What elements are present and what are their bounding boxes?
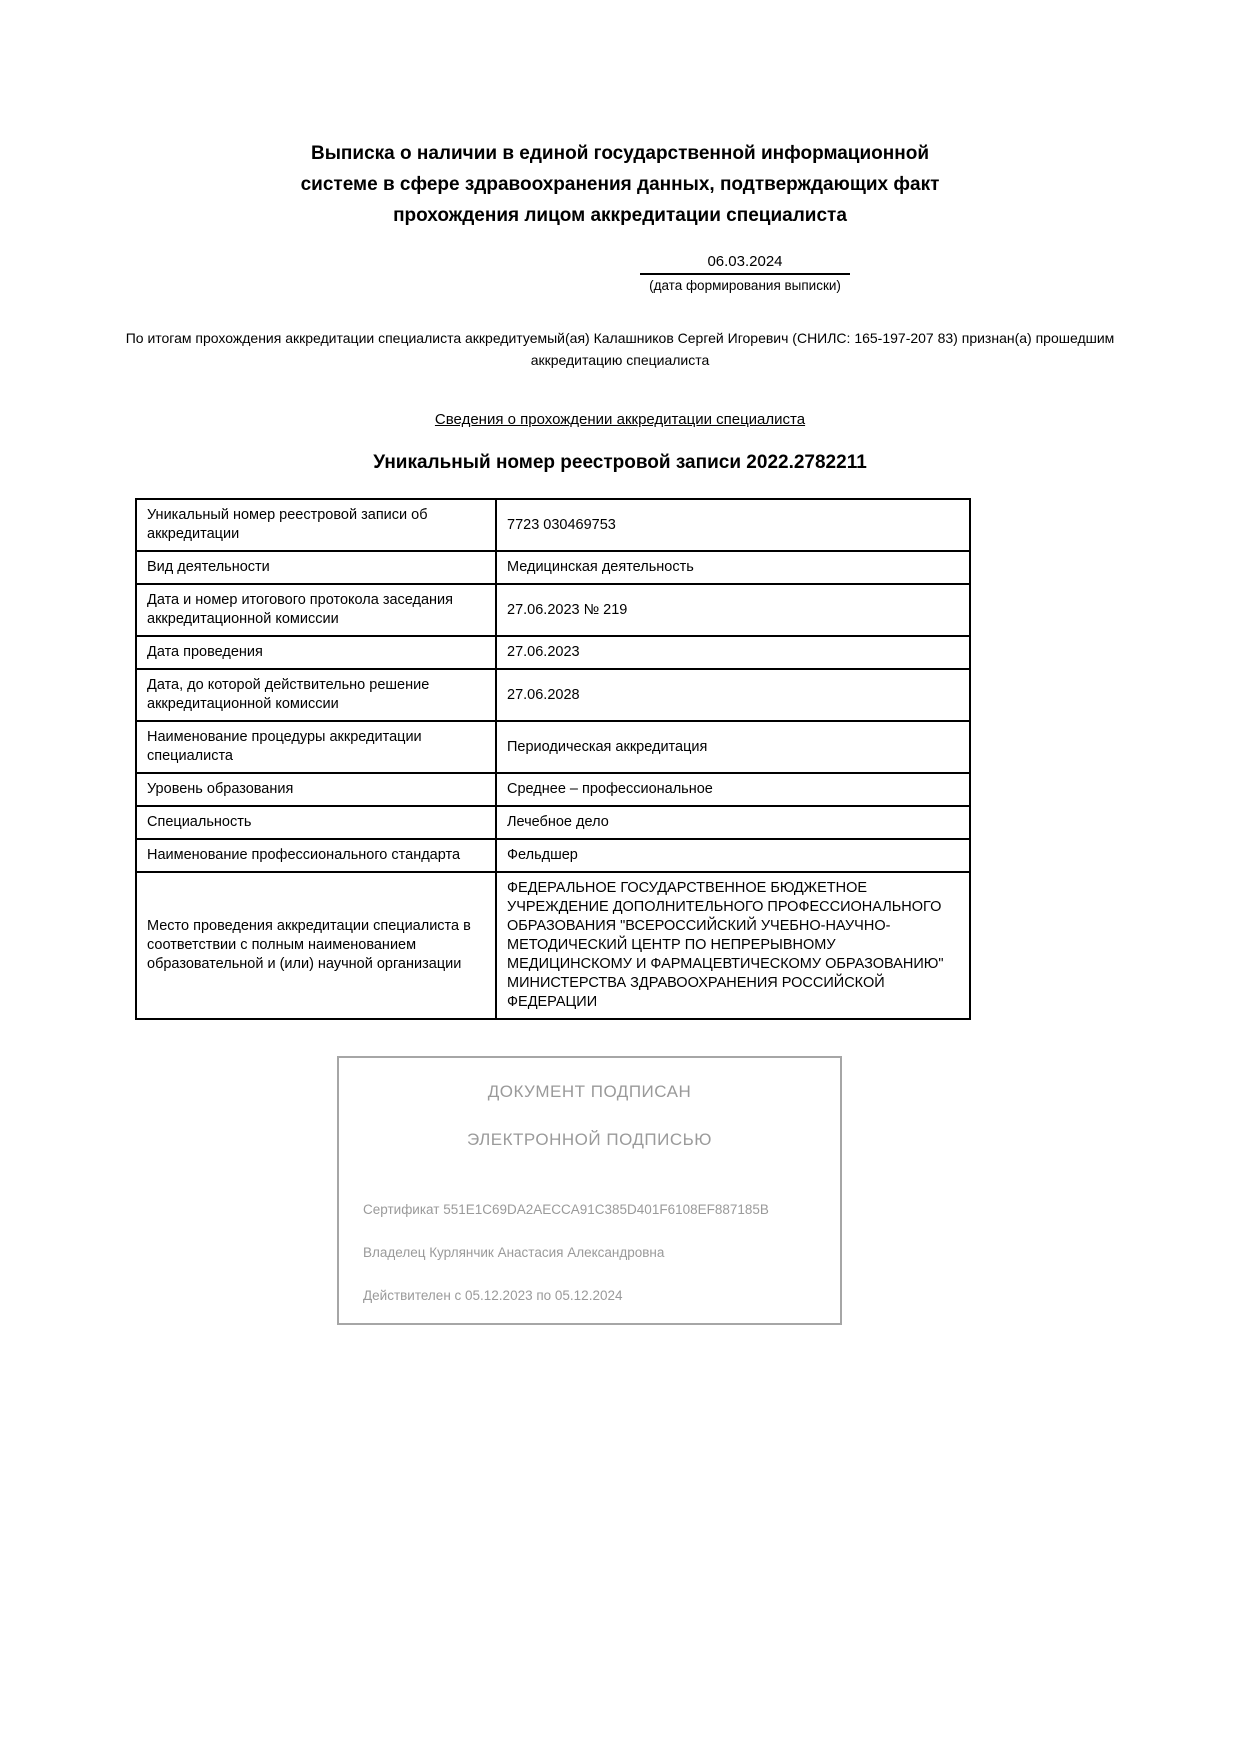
- row-value: Среднее – профессиональное: [496, 773, 970, 806]
- table-row: [136, 499, 970, 551]
- table-row: [136, 773, 970, 806]
- row-label: Дата и номер итогового протокола заседания аккредитационной комиссии: [136, 584, 496, 636]
- row-value: Фельдшер: [496, 839, 970, 872]
- row-value: 27.06.2023: [496, 636, 970, 669]
- accreditation-table: [135, 498, 971, 1020]
- certificate-line: Сертификат 551E1C69DA2AECCA91C385D401F6108EF887185B: [363, 1202, 769, 1217]
- table-row: [136, 636, 970, 669]
- row-value: 27.06.2028: [496, 669, 970, 721]
- row-value: 27.06.2023 № 219: [496, 584, 970, 636]
- table-row: [136, 669, 970, 721]
- row-label: Наименование профессионального стандарта: [136, 839, 496, 872]
- table-row: [136, 806, 970, 839]
- registry-number-heading: Уникальный номер реестровой записи 2022.2782211: [373, 452, 867, 473]
- signature-title-line-2: ЭЛЕКТРОННОЙ ПОДПИСЬЮ: [467, 1130, 712, 1149]
- row-label: Вид деятельности: [136, 551, 496, 584]
- table-row: [136, 839, 970, 872]
- row-value: 7723 030469753: [496, 499, 970, 551]
- issue-date-caption: (дата формирования выписки): [649, 278, 841, 293]
- document-title-line-3: прохождения лицом аккредитации специалиста: [393, 205, 847, 226]
- row-value: ФЕДЕРАЛЬНОЕ ГОСУДАРСТВЕННОЕ БЮДЖЕТНОЕ УЧРЕЖДЕНИЕ ДОПОЛНИТЕЛЬНОГО ПРОФЕССИОНАЛЬНОГО ОБРАЗОВАНИЯ "ВСЕРОССИЙСКИЙ УЧЕБНО-НАУЧНО-МЕТОДИЧЕСКИЙ ЦЕНТР ПО НЕПРЕРЫВНОМУ МЕДИЦИНСКОМУ И ФАРМАЦЕВТИЧЕСКОМУ ОБРАЗОВАНИЮ" МИНИСТЕРСТВА ЗДРАВООХРАНЕНИЯ РОССИЙСКОЙ ФЕДЕРАЦИИ: [496, 872, 970, 1019]
- signature-title-line-1: ДОКУМЕНТ ПОДПИСАН: [487, 1082, 692, 1101]
- row-label: Дата проведения: [136, 636, 496, 669]
- table-row: [136, 721, 970, 773]
- signature-box: [337, 1056, 842, 1325]
- row-value: Лечебное дело: [496, 806, 970, 839]
- row-value: Периодическая аккредитация: [496, 721, 970, 773]
- table-row: [136, 872, 970, 1019]
- issue-date: 06.03.2024: [640, 253, 850, 275]
- row-label: Уникальный номер реестровой записи об аккредитации: [136, 499, 496, 551]
- intro-paragraph: По итогам прохождения аккредитации специалиста аккредитуемый(ая) Калашников Сергей Игоревич (СНИЛС: 165-197-207 83) признан(а) прошедшим аккредитацию специалиста: [125, 330, 1115, 368]
- validity-line: Действителен с 05.12.2023 по 05.12.2024: [363, 1288, 623, 1303]
- table-row: [136, 551, 970, 584]
- document-title-line-1: Выписка о наличии в единой государственной информационной: [310, 143, 930, 164]
- section-heading: Сведения о прохождении аккредитации специалиста: [434, 411, 806, 428]
- document-title-line-2: системе в сфере здравоохранения данных, подтверждающих факт: [300, 174, 940, 195]
- owner-line: Владелец Курлянчик Анастасия Александровна: [363, 1245, 665, 1260]
- table-row: [136, 584, 970, 636]
- row-label: Место проведения аккредитации специалиста в соответствии с полным наименованием образовательной и (или) научной организации: [136, 872, 496, 1019]
- row-label: Дата, до которой действительно решение аккредитационной комиссии: [136, 669, 496, 721]
- row-label: Наименование процедуры аккредитации специалиста: [136, 721, 496, 773]
- row-label: Специальность: [136, 806, 496, 839]
- row-label: Уровень образования: [136, 773, 496, 806]
- issue-date-block: [640, 253, 850, 293]
- row-value: Медицинская деятельность: [496, 551, 970, 584]
- document-title: [280, 138, 960, 231]
